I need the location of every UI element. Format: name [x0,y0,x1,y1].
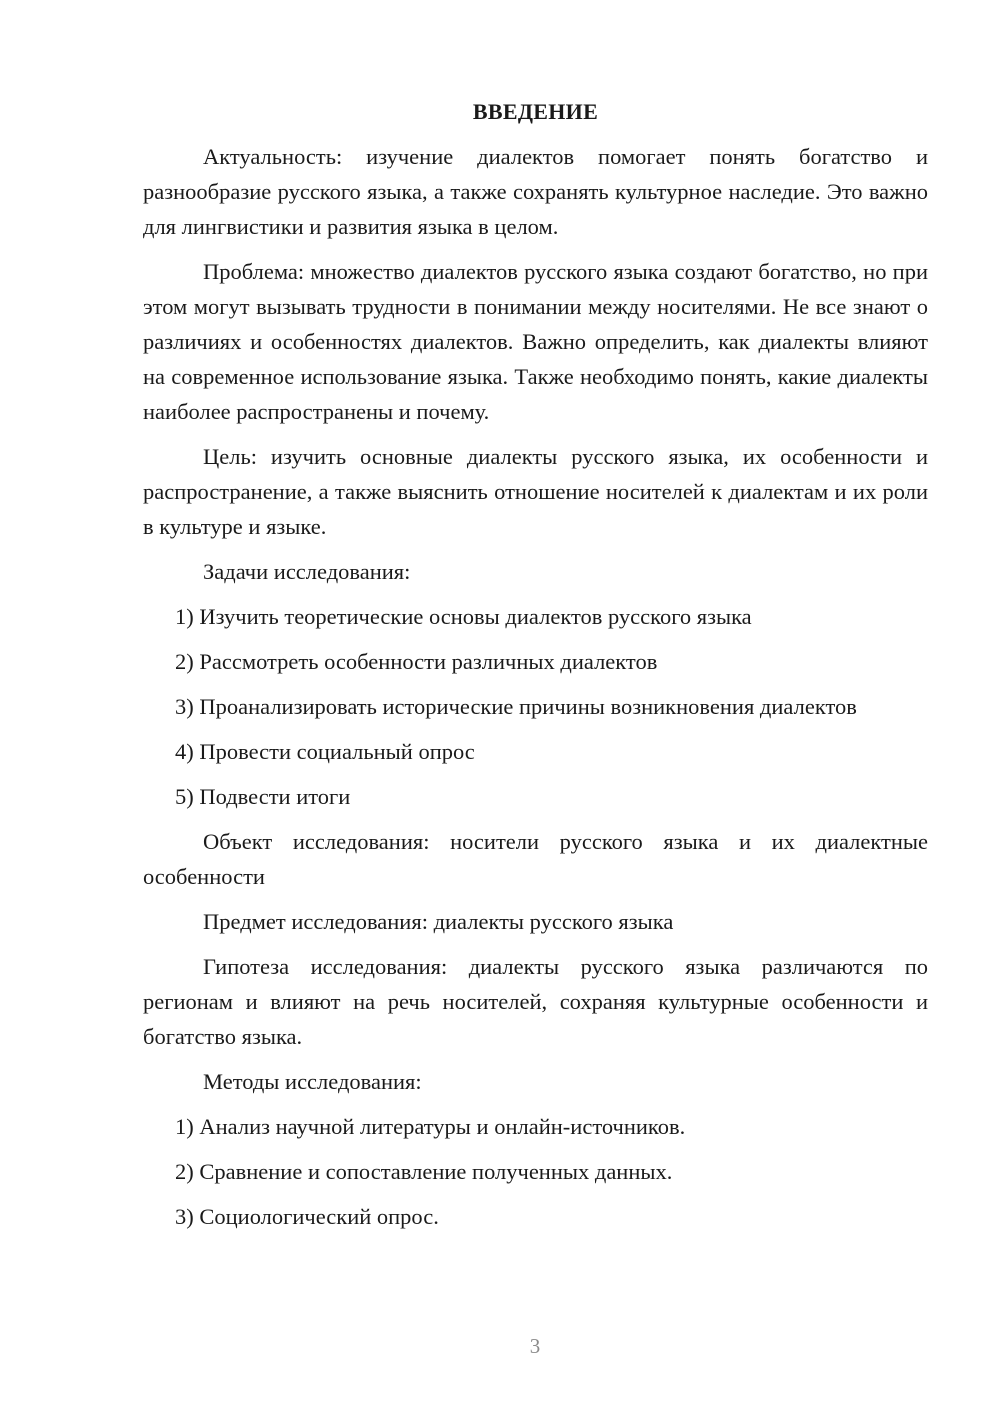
tasks-title: Задачи исследования: [203,559,411,584]
task-item-1: 1) Изучить теоретические основы диалектов русского языка [175,604,752,629]
task-item-4: 4) Провести социальный опрос [175,739,475,764]
task-item-3: 3) Проанализировать исторические причины возникновения диалектов [175,694,857,719]
method-item-3: 3) Социологический опрос. [175,1204,439,1229]
object-paragraph: Объект исследования: носители русского языка и их диалектные особенности [143,829,928,889]
method-item-2: 2) Сравнение и сопоставление полученных данных. [175,1159,673,1184]
relevance-paragraph: Актуальность: изучение диалектов помогает понять богатство и разнообразие русского языка, а также сохранять культурное наследие. Это важно для лингвистики и развития языка в целом. [143,144,928,239]
subject-paragraph: Предмет исследования: диалекты русского языка [203,909,674,934]
page-number: 3 [529,1334,541,1358]
task-item-5: 5) Подвести итоги [175,784,351,809]
method-item-1: 1) Анализ научной литературы и онлайн-источников. [175,1114,686,1139]
page-heading: ВВЕДЕНИЕ [472,99,599,124]
document-page [143,94,928,1244]
hypothesis-paragraph: Гипотеза исследования: диалекты русского языка различаются по регионам и влияют на речь носителей, сохраняя культурные особенности и богатство языка. [143,954,928,1049]
problem-paragraph: Проблема: множество диалектов русского языка создают богатство, но при этом могут вызывать трудности в понимании между носителями. Не все знают о различиях и особенностях диалектов. Важно определить, как диалекты влияют на современное использование языка. Также необходимо понять, какие диалекты наиболее распространены и почему. [143,259,928,424]
goal-paragraph: Цель: изучить основные диалекты русского языка, их особенности и распространение, а также выяснить отношение носителей к диалектам и их роли в культуре и языке. [143,444,928,539]
methods-title: Методы исследования: [203,1069,422,1094]
task-item-2: 2) Рассмотреть особенности различных диалектов [175,649,658,674]
